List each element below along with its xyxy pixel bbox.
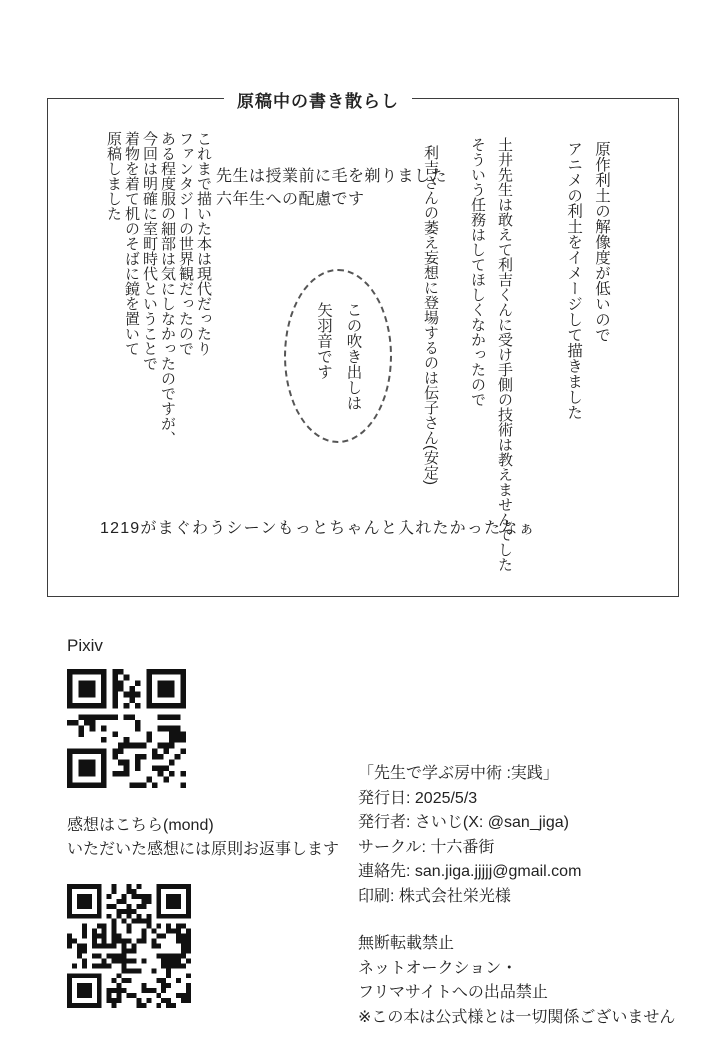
colophon-publisher: 発行者: さいじ(X: @san_jiga) — [358, 814, 569, 831]
note-line: ある程度服の細部は気にしなかったのですが、 — [159, 131, 176, 446]
note-line: 原作利土の解像度が低いので — [593, 141, 610, 343]
pixiv-qr-code — [67, 669, 186, 788]
notice-no-flea-market: フリマサイトへの出品禁止 — [358, 984, 548, 1001]
colophon-printer: 印刷: 株式会社栄光様 — [358, 887, 511, 905]
colophon-contact-email: 連絡先: san.jiga.jjjjj@gmail.com — [358, 863, 582, 880]
note-line: 六年生への配慮です — [216, 191, 365, 209]
notice-no-auction: ネットオークション・ — [358, 959, 518, 977]
colophon-publish-date: 発行日: 2025/5/3 — [358, 789, 478, 807]
note-1219: 1219がまぐわうシーンもっとちゃんと入れたかったなぁ — [100, 520, 536, 537]
note-anime-resolution — [559, 141, 615, 420]
note-line: アニメの利土をイメージして描きました — [565, 141, 583, 420]
notice-no-repost: 無断転載禁止 — [358, 935, 455, 952]
scribble-box-title: 原稿中の書き散らし — [224, 87, 412, 112]
note-line: 今回は明確に室町時代ということで — [141, 131, 158, 371]
note-line: 先生は授業前に毛を剃りました — [216, 168, 448, 185]
note-line: 着物を着て机のそばに鏡を置いて — [123, 131, 140, 356]
scribble-notes-box — [47, 92, 679, 597]
colophon-spacer — [358, 909, 675, 932]
colophon-circle: サークル: 十六番街 — [358, 838, 495, 856]
dashed-speech-bubble — [284, 269, 392, 443]
note-doi-sensei — [464, 137, 518, 572]
note-line: 土井先生は敢えて利吉くんに受け手側の技術は教えませんでした — [496, 137, 513, 572]
note-shave — [216, 165, 447, 211]
note-line: この吹き出しは — [344, 301, 362, 411]
pixiv-label: Pixiv — [67, 636, 103, 655]
note-kimono-reference — [104, 131, 212, 446]
mond-feedback-label: 感想はこちら(mond) — [67, 817, 214, 834]
note-line: 原稿しました — [105, 131, 122, 221]
note-line: 利吉さんの萎え妄想に登場するのは伝子さん(安定) — [422, 145, 439, 485]
note-line: ファンタジーの世界観だったので — [177, 131, 194, 356]
note-line: これまで描いた本は現代だったり — [195, 131, 212, 356]
note-line: そういう任務はしてほしくなかったので — [469, 137, 486, 407]
mond-qr-code — [67, 884, 191, 1008]
notice-unofficial: ※この本は公式様とは一切関係ございません — [358, 1008, 676, 1026]
note-line: 矢羽音です — [315, 301, 332, 380]
bubble-note — [309, 302, 368, 411]
colophon — [358, 762, 675, 1030]
book-title: 「先生で学ぶ房中術 :実践」 — [358, 765, 559, 782]
mond-reply-note: いただいた感想には原則お返事します — [67, 841, 340, 858]
